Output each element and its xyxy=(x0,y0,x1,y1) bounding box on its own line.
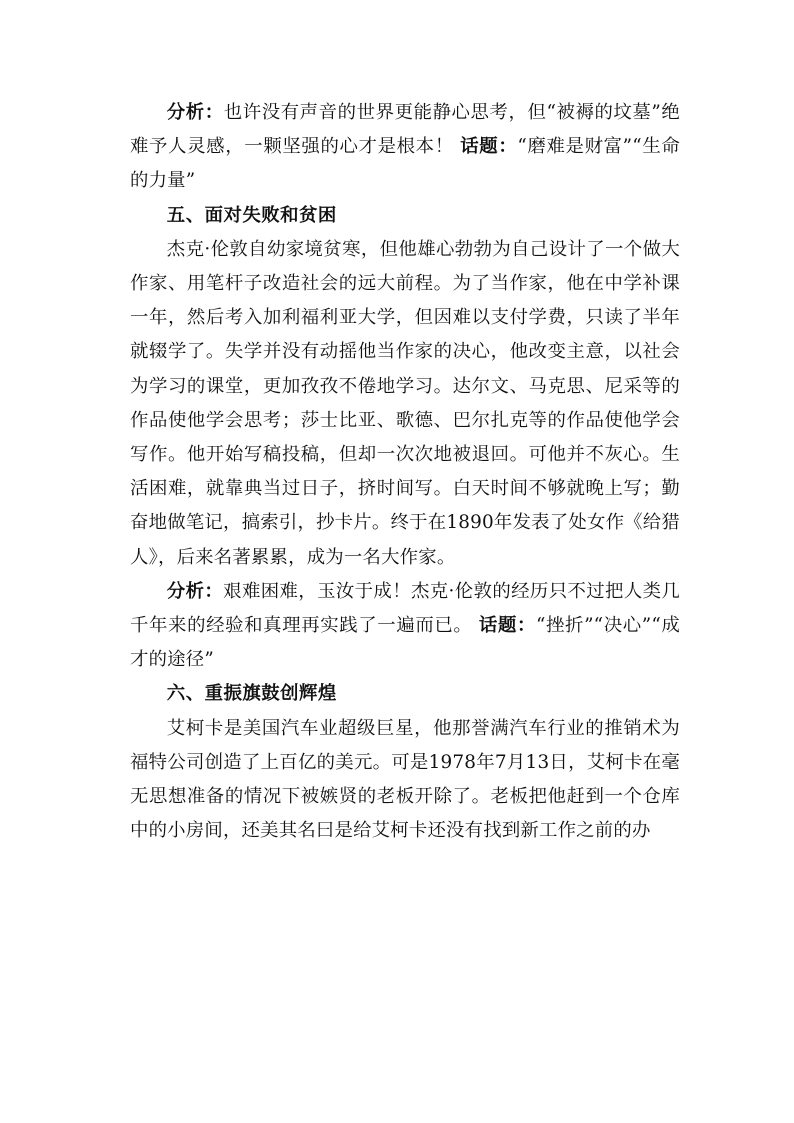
analysis-label: 分析： xyxy=(166,102,224,123)
analysis-paragraph xyxy=(130,96,680,199)
analysis-paragraph xyxy=(130,575,680,678)
topic-text: “磨难是财富”“生命的力量” xyxy=(130,136,680,192)
topic-label: 话题： xyxy=(478,615,536,637)
story-paragraph: 艾柯卡是美国汽车业超级巨星，他那誉满汽车行业的推销术为福特公司创造了上百亿的美元。可是1978年7月13日，艾柯卡在毫无思想准备的情况下被嫉贤的老板开除了。老板把他赶到一个仓库中的小房间，还美其名曰是给艾柯卡还没有找到新工作之前的办 xyxy=(130,717,680,842)
topic-label: 话题： xyxy=(460,136,518,158)
analysis-text: 也许没有声音的世界更能静心思考，但“被褥的坟墓”绝难予人灵感，一颗坚强的心才是根本！ xyxy=(130,102,680,158)
story-paragraph: 杰克·伦敦自幼家境贫寒，但他雄心勃勃为自己设计了一个做大作家、用笔杆子改造社会的远大前程。为了当作家，他在中学补课一年，然后考入加利福利亚大学，但因难以支付学费，只读了半年就辍学了。失学并没有动摇他当作家的决心，他改变主意，以社会为学习的课堂，更加孜孜不倦地学习。达尔文、马克思、尼采等的作品使他学会思考；莎士比亚、歌德、巴尔扎克等的作品使他学会写作。他开始写稿投稿，但却一次次地被退回。可他并不灰心。生活困难，就靠典当过日子，挤时间写。白天时间不够就晚上写；勤奋地做笔记，搞索引，抄卡片。终于在1890年发表了处女作《给猎人》，后来名著累累，成为一名大作家。 xyxy=(130,238,680,568)
topic-text: “挫折”“决心”“成才的途径” xyxy=(130,615,680,671)
section-heading: 五、面对失败和贫困 xyxy=(166,204,337,226)
analysis-label: 分析： xyxy=(166,580,224,602)
section-heading: 六、重振旗鼓创辉煌 xyxy=(166,683,337,705)
page-content xyxy=(130,96,680,848)
analysis-text: 艰难困难，玉汝于成！杰克·伦敦的经历只不过把人类几千年来的经验和真理再实践了一遍而已。 xyxy=(130,580,680,637)
